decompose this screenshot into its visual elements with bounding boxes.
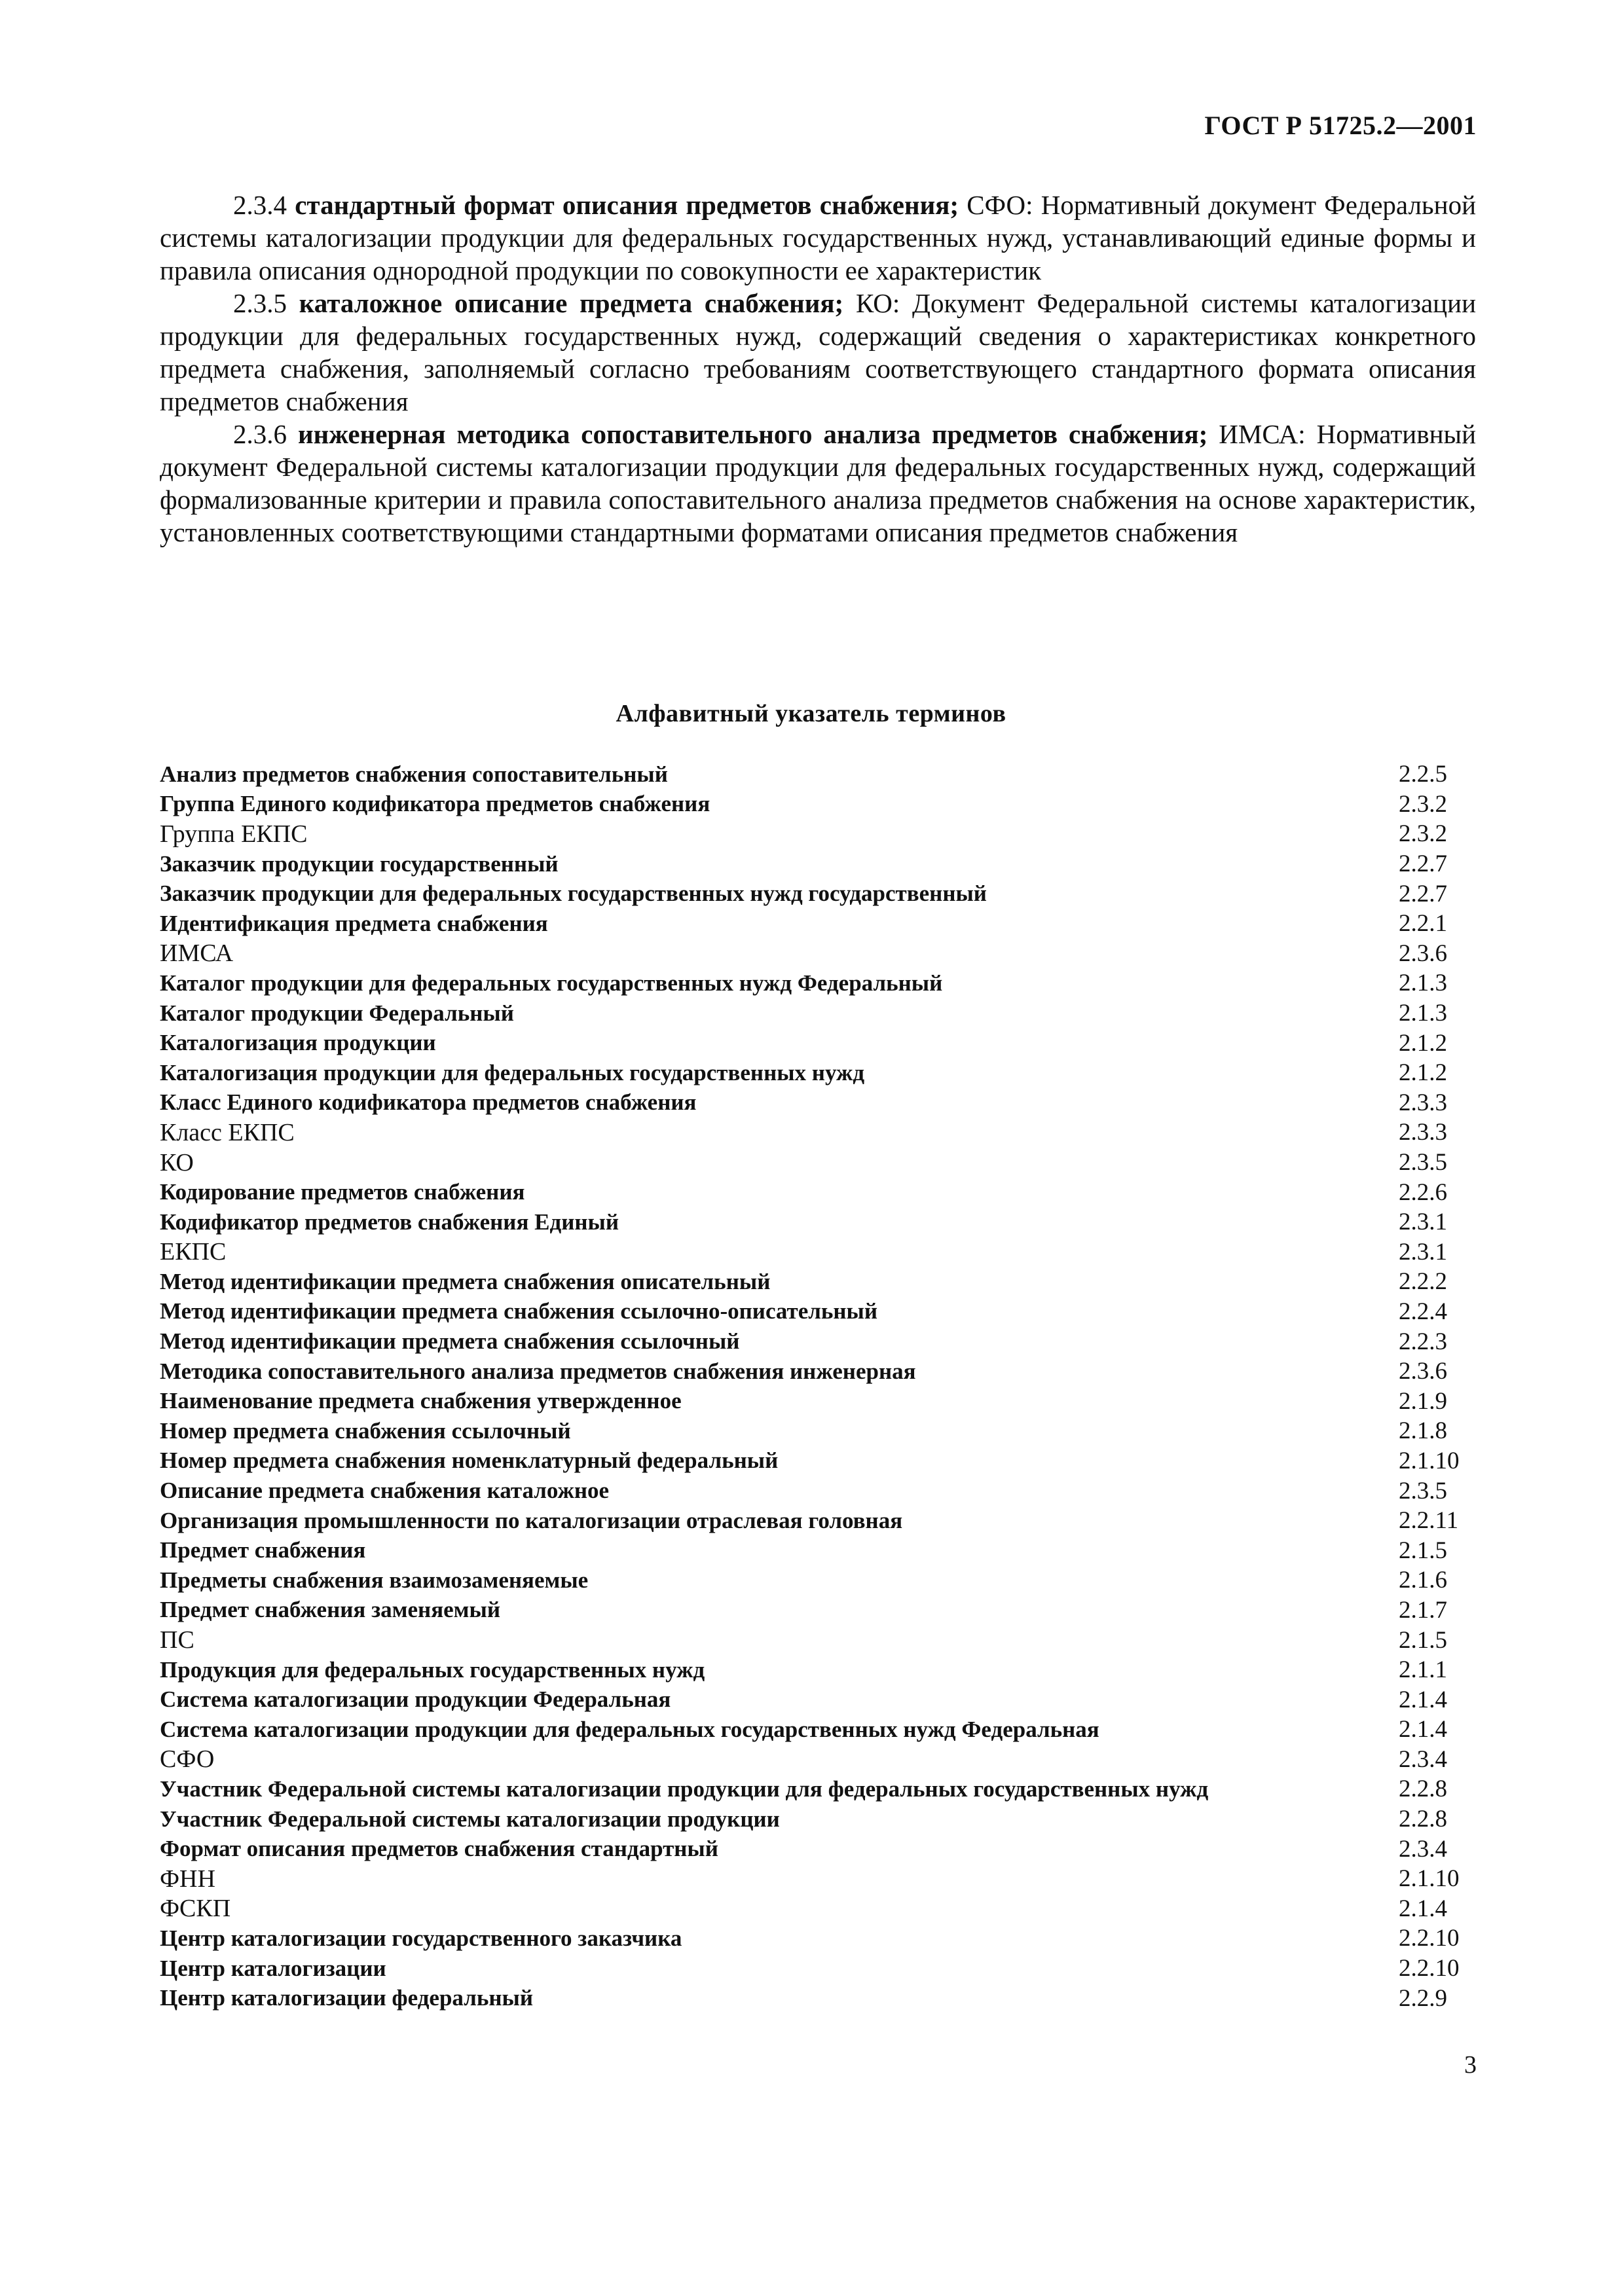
- index-section-number: 2.2.9: [1399, 1984, 1447, 2012]
- index-section-number: 2.3.5: [1399, 1477, 1447, 1504]
- index-section-number: 2.3.6: [1399, 1358, 1447, 1385]
- index-section-number: 2.1.2: [1399, 1059, 1447, 1087]
- index-term: Участник Федеральной системы каталогизации продукции для федеральных государственных нужд: [160, 1776, 1209, 1802]
- index-title: Алфавитный указатель терминов: [616, 700, 1006, 727]
- index-term: Предмет снабжения: [160, 1537, 366, 1563]
- index-section-number: 2.2.1: [1399, 910, 1447, 938]
- index-row: [160, 1326, 1476, 1357]
- index-section-number: 2.3.3: [1399, 1119, 1447, 1146]
- index-row: [160, 819, 1476, 849]
- index-row: [160, 1148, 1476, 1178]
- index-row: [160, 1625, 1476, 1655]
- index-row: [160, 1237, 1476, 1267]
- definition-term: стандартный формат описания предметов снабжения;: [295, 190, 959, 220]
- index-term: ЕКПС: [160, 1238, 227, 1266]
- index-term: Метод идентификации предмета снабжения ссылочный: [160, 1328, 740, 1355]
- index-row: [160, 1745, 1476, 1775]
- index-term: Номер предмета снабжения номенклатурный федеральный: [160, 1448, 779, 1474]
- index-row: [160, 1655, 1476, 1685]
- index-section-number: 2.2.10: [1399, 1955, 1460, 1982]
- index-row: [160, 1357, 1476, 1387]
- terms-index: [160, 759, 1476, 2013]
- index-section-number: 2.2.11: [1399, 1507, 1459, 1535]
- index-term: Класс ЕКПС: [160, 1118, 295, 1146]
- index-row: [160, 790, 1476, 820]
- index-row: [160, 1804, 1476, 1834]
- index-row: [160, 1088, 1476, 1118]
- index-term: Класс Единого кодификатора предметов снабжения: [160, 1089, 697, 1116]
- index-section-number: 2.3.1: [1399, 1238, 1447, 1266]
- index-term: Организация промышленности по каталогизации отраслевая головная: [160, 1507, 903, 1533]
- index-term: Предметы снабжения взаимозаменяемые: [160, 1567, 589, 1593]
- index-term: СФО: [160, 1745, 215, 1774]
- index-row: [160, 1864, 1476, 1894]
- index-section-number: 2.1.10: [1399, 1865, 1460, 1893]
- index-term: Идентификация предмета снабжения: [160, 910, 548, 936]
- index-section-number: 2.2.6: [1399, 1178, 1447, 1206]
- index-section-number: 2.1.6: [1399, 1567, 1447, 1594]
- definition-paragraph: [160, 287, 1476, 418]
- index-term: Заказчик продукции государственный: [160, 850, 559, 877]
- index-row: [160, 1446, 1476, 1476]
- index-term: Предмет снабжения заменяемый: [160, 1597, 500, 1623]
- index-row: [160, 939, 1476, 969]
- index-row: [160, 1894, 1476, 1924]
- index-term: Группа ЕКПС: [160, 820, 308, 848]
- index-row: [160, 1685, 1476, 1715]
- index-term: Метод идентификации предмета снабжения ссылочно-описательный: [160, 1298, 878, 1324]
- index-row: [160, 1983, 1476, 2013]
- index-row: [160, 1177, 1476, 1207]
- index-section-number: 2.1.5: [1399, 1626, 1447, 1654]
- index-term: Группа Единого кодификатора предметов снабжения: [160, 791, 710, 817]
- index-row: [160, 1923, 1476, 1954]
- index-section-number: 2.2.10: [1399, 1925, 1460, 1952]
- index-section-number: 2.3.6: [1399, 939, 1447, 967]
- index-term: Кодификатор предметов снабжения Единый: [160, 1209, 619, 1235]
- definition-number: 2.3.6: [233, 419, 287, 449]
- index-term: Каталог продукции Федеральный: [160, 1000, 514, 1026]
- index-row: [160, 849, 1476, 879]
- index-term: Кодирование предметов снабжения: [160, 1179, 525, 1205]
- index-term: Каталогизация продукции для федеральных государственных нужд: [160, 1059, 865, 1085]
- index-row: [160, 1118, 1476, 1148]
- index-row: [160, 1207, 1476, 1237]
- index-term: Анализ предметов снабжения сопоставительный: [160, 761, 668, 787]
- index-row: [160, 1267, 1476, 1297]
- index-row: [160, 1565, 1476, 1595]
- index-section-number: 2.2.8: [1399, 1806, 1447, 1833]
- index-term: Каталог продукции для федеральных государственных нужд Федеральный: [160, 970, 943, 996]
- index-section-number: 2.2.3: [1399, 1328, 1447, 1355]
- definition-text: ИМСА: Нормативный документ Федеральной системы каталогизации продукции для федеральных государственных нужд, содержащий формализованные критерии и правила сопоставительного анализа предметов снабжения на основе характеристик, установленных соответствующими стандартными форматами описания предметов снабжения: [160, 419, 1477, 547]
- index-term: ИМСА: [160, 939, 234, 968]
- index-term: Система каталогизации продукции Федеральная: [160, 1686, 671, 1713]
- index-row: [160, 998, 1476, 1029]
- index-section-number: 2.2.8: [1399, 1776, 1447, 1803]
- definition-number: 2.3.5: [233, 288, 287, 318]
- index-term: Каталогизация продукции: [160, 1030, 436, 1056]
- index-section-number: 2.2.7: [1399, 850, 1447, 878]
- index-term: Продукция для федеральных государственных нужд: [160, 1656, 705, 1683]
- index-term: Центр каталогизации государственного заказчика: [160, 1925, 682, 1951]
- document-code-header: ГОСТ Р 51725.2—2001: [1204, 111, 1477, 140]
- index-term: Центр каталогизации федеральный: [160, 1985, 534, 2011]
- index-section-number: 2.1.4: [1399, 1716, 1447, 1743]
- index-section-number: 2.3.4: [1399, 1835, 1447, 1863]
- index-term: ПС: [160, 1626, 194, 1654]
- index-row: [160, 1386, 1476, 1416]
- index-row: [160, 1028, 1476, 1058]
- definition-paragraph: [160, 418, 1476, 549]
- index-row: [160, 1297, 1476, 1327]
- index-section-number: 2.3.3: [1399, 1089, 1447, 1116]
- index-section-number: 2.1.5: [1399, 1537, 1447, 1564]
- index-section-number: 2.1.10: [1399, 1447, 1460, 1474]
- index-row: [160, 1715, 1476, 1745]
- index-row: [160, 1834, 1476, 1864]
- index-section-number: 2.3.2: [1399, 790, 1447, 818]
- definition-text: КО: Документ Федеральной системы каталогизации продукции для федеральных государственных нужд, содержащий сведения о характеристиках конкретного предмета снабжения, заполняемый согласно требованиям соответствующего стандартного формата описания предметов снабжения: [160, 288, 1477, 416]
- index-row: [160, 1774, 1476, 1804]
- index-row: [160, 1476, 1476, 1506]
- index-row: [160, 1954, 1476, 1984]
- index-row: [160, 968, 1476, 998]
- index-section-number: 2.3.4: [1399, 1745, 1447, 1773]
- index-row: [160, 1506, 1476, 1536]
- index-section-number: 2.1.9: [1399, 1387, 1447, 1415]
- index-section-number: 2.1.4: [1399, 1895, 1447, 1922]
- index-term: Наименование предмета снабжения утвержденное: [160, 1388, 682, 1414]
- index-row: [160, 879, 1476, 909]
- index-term: Заказчик продукции для федеральных государственных нужд государственный: [160, 881, 987, 907]
- index-row: [160, 1595, 1476, 1626]
- index-section-number: 2.2.5: [1399, 761, 1447, 788]
- index-term: Методика сопоставительного анализа предметов снабжения инженерная: [160, 1358, 916, 1384]
- index-term: Система каталогизации продукции для федеральных государственных нужд Федеральная: [160, 1716, 1099, 1742]
- index-term: Номер предмета снабжения ссылочный: [160, 1417, 571, 1444]
- index-section-number: 2.2.2: [1399, 1268, 1447, 1296]
- index-row: [160, 1535, 1476, 1565]
- index-section-number: 2.1.4: [1399, 1686, 1447, 1713]
- index-term: Участник Федеральной системы каталогизации продукции: [160, 1806, 780, 1832]
- index-term: КО: [160, 1148, 194, 1176]
- definition-paragraph: [160, 189, 1476, 287]
- definition-number: 2.3.4: [233, 190, 287, 220]
- definition-term: инженерная методика сопоставительного анализа предметов снабжения;: [297, 419, 1208, 449]
- index-section-number: 2.3.2: [1399, 820, 1447, 848]
- index-section-number: 2.1.8: [1399, 1417, 1447, 1445]
- index-section-number: 2.1.3: [1399, 1000, 1447, 1027]
- index-term: Метод идентификации предмета снабжения описательный: [160, 1268, 771, 1294]
- index-section-number: 2.3.1: [1399, 1209, 1447, 1236]
- page-number: 3: [1464, 2051, 1477, 2079]
- index-section-number: 2.1.3: [1399, 970, 1447, 997]
- index-row: [160, 1058, 1476, 1088]
- index-term: Центр каталогизации: [160, 1955, 386, 1981]
- definition-text: СФО: Нормативный документ Федеральной системы каталогизации продукции для федеральных государственных нужд, устанавливающий единые формы и правила описания однородной продукции по совокупности ее характеристик: [160, 190, 1477, 285]
- index-section-number: 2.3.5: [1399, 1149, 1447, 1176]
- index-section-number: 2.1.7: [1399, 1596, 1447, 1624]
- index-term: Формат описания предметов снабжения стандартный: [160, 1836, 718, 1862]
- index-row: [160, 759, 1476, 790]
- index-term: ФНН: [160, 1865, 215, 1893]
- definitions-section: [160, 189, 1476, 549]
- index-section-number: 2.1.2: [1399, 1029, 1447, 1057]
- index-row: [160, 909, 1476, 939]
- index-term: ФСКП: [160, 1895, 231, 1923]
- definition-term: каталожное описание предмета снабжения;: [299, 288, 844, 318]
- index-row: [160, 1416, 1476, 1446]
- index-section-number: 2.2.7: [1399, 880, 1447, 907]
- index-section-number: 2.1.1: [1399, 1656, 1447, 1684]
- index-section-number: 2.2.4: [1399, 1298, 1447, 1325]
- index-term: Описание предмета снабжения каталожное: [160, 1478, 610, 1504]
